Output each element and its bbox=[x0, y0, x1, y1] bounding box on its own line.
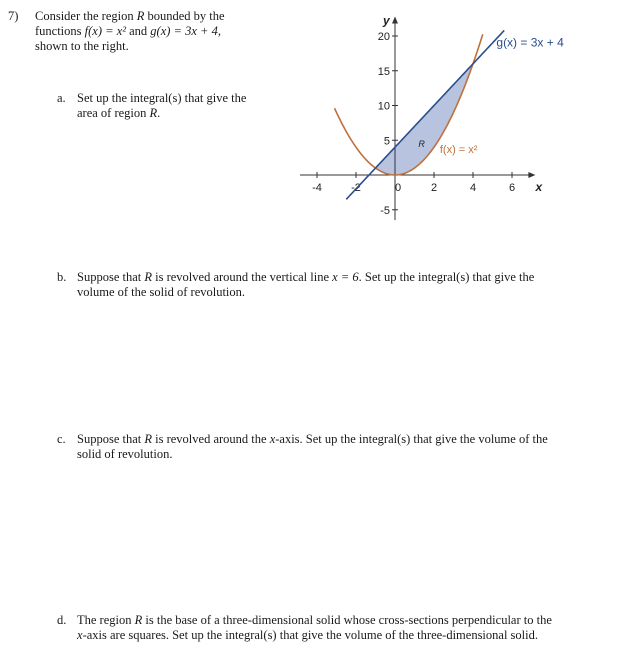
part-text: Suppose that bbox=[77, 432, 145, 446]
intro-text: Consider the region bbox=[35, 9, 137, 23]
g-definition: g(x) = 3x + 4, bbox=[150, 24, 221, 38]
y-tick-label: 10 bbox=[377, 100, 390, 113]
intro-text: functions bbox=[35, 24, 85, 38]
x-tick-label: 4 bbox=[469, 182, 477, 194]
part-letter: c. bbox=[57, 432, 66, 446]
y-tick-label: -5 bbox=[380, 204, 390, 217]
part-text: Suppose that bbox=[77, 270, 145, 284]
part-text: -axis are squares. Set up the integral(s) that give the volume of the three-dimensional solid. bbox=[82, 628, 538, 642]
part-text: is revolved around the bbox=[152, 432, 270, 446]
part-text: volume of the solid of revolution. bbox=[77, 285, 246, 299]
intro-text: bounded by the bbox=[144, 9, 225, 23]
x-tick-label: -4 bbox=[312, 182, 322, 194]
part-d bbox=[57, 613, 632, 643]
x-axis-arrow bbox=[528, 172, 535, 178]
part-text: . bbox=[157, 106, 161, 120]
part-text: is revolved around the vertical line bbox=[152, 270, 333, 284]
region-symbol: R bbox=[144, 432, 152, 446]
region-symbol: R bbox=[134, 613, 143, 627]
part-letter: b. bbox=[57, 270, 67, 284]
line-equation: x = 6 bbox=[332, 270, 359, 284]
part-letter: a. bbox=[57, 91, 66, 105]
axis-symbol: x bbox=[77, 628, 83, 642]
x-tick-label: 2 bbox=[430, 182, 438, 194]
part-c bbox=[57, 432, 632, 462]
axis-symbol: x bbox=[269, 432, 276, 446]
g-curve-label: g(x) = 3x + 4 bbox=[496, 35, 564, 50]
part-letter: d. bbox=[57, 613, 67, 627]
part-text: solid of revolution. bbox=[77, 447, 173, 461]
part-text: -axis. Set up the integral(s) that give the volume of the bbox=[275, 432, 548, 446]
part-text: . Set up the integral(s) that give the bbox=[358, 270, 535, 284]
intro-text: and bbox=[125, 24, 151, 38]
x-tick-label: 0 bbox=[394, 182, 402, 194]
function-graph bbox=[300, 8, 630, 230]
part-b bbox=[57, 270, 622, 300]
region-label: R bbox=[418, 139, 425, 150]
intro-text: shown to the right. bbox=[35, 39, 129, 53]
problem-number: 7) bbox=[8, 9, 19, 23]
f-definition: f(x) = x² bbox=[84, 24, 126, 38]
part-text: Set up the integral(s) that give the bbox=[77, 91, 247, 105]
y-axis-arrow bbox=[392, 17, 398, 24]
part-text: area of region bbox=[77, 106, 150, 120]
y-axis-label: y bbox=[383, 13, 390, 28]
part-text: The region bbox=[77, 613, 135, 627]
y-tick-label: 15 bbox=[377, 65, 390, 78]
region-symbol: R bbox=[144, 270, 152, 284]
region-symbol: R bbox=[149, 106, 158, 120]
part-a bbox=[57, 91, 287, 121]
region-symbol: R bbox=[136, 9, 145, 23]
x-axis-label: x bbox=[535, 180, 543, 194]
problem-intro bbox=[35, 9, 280, 54]
part-text: is the base of a three-dimensional solid whose cross-sections perpendicular to the bbox=[142, 613, 552, 627]
curve-g bbox=[346, 30, 504, 199]
f-curve-label: f(x) = x² bbox=[439, 143, 478, 156]
x-tick-label: 6 bbox=[508, 182, 516, 194]
y-tick-label: 20 bbox=[377, 31, 390, 43]
x-tick-label: -2 bbox=[351, 182, 361, 194]
y-tick-label: 5 bbox=[383, 135, 390, 148]
